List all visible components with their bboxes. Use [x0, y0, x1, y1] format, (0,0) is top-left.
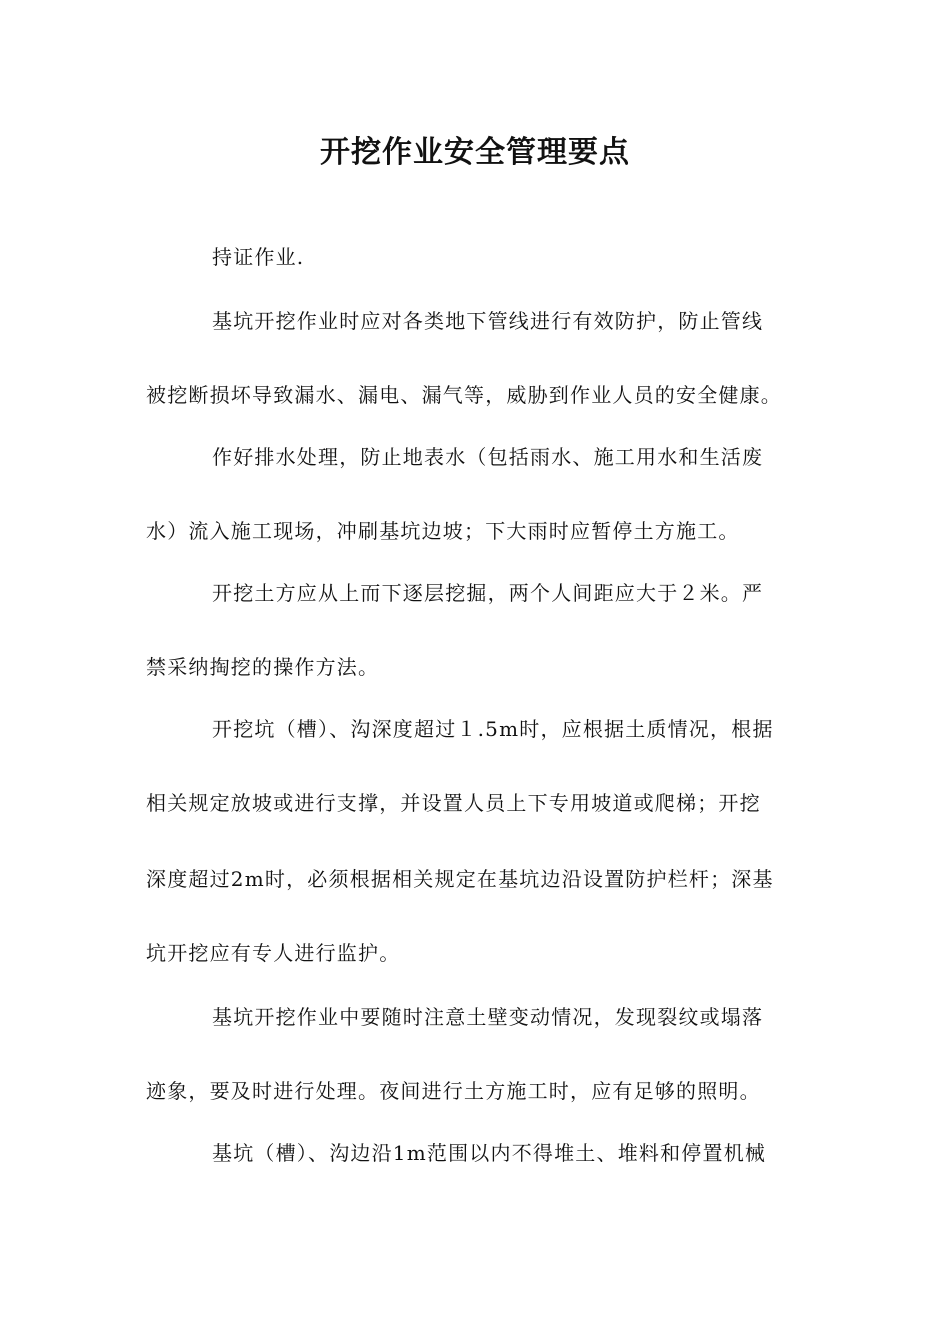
paragraph-line: 基坑开挖作业时应对各类地下管线进行有效防护，防止管线	[212, 309, 764, 333]
paragraph-line: 坑开挖应有专人进行监护。	[146, 941, 401, 965]
paragraph-line: 基坑（槽）、沟边沿1m范围以内不得堆土、堆料和停置机械	[212, 1141, 767, 1165]
paragraph-line: 水）流入施工现场，冲刷基坑边坡；下大雨时应暂停土方施工。	[146, 519, 740, 543]
paragraph-line: 持证作业.	[212, 245, 305, 269]
paragraph-line: 作好排水处理，防止地表水（包括雨水、施工用水和生活废	[212, 445, 764, 469]
paragraph-line: 相关规定放坡或进行支撑，并设置人员上下专用坡道或爬梯；开挖	[146, 791, 761, 815]
paragraph-line: 迹象，要及时进行处理。夜间进行土方施工时，应有足够的照明。	[146, 1079, 761, 1103]
paragraph-line: 深度超过2m时，必须根据相关规定在基坑边沿设置防护栏杆；深基	[146, 867, 774, 891]
document-title: 开挖作业安全管理要点	[320, 135, 630, 170]
paragraph-line: 基坑开挖作业中要随时注意土壁变动情况，发现裂纹或塌落	[212, 1005, 764, 1029]
paragraph-line: 开挖坑（槽）、沟深度超过１.5m时，应根据土质情况，根据	[212, 717, 774, 741]
paragraph-line: 被挖断损坏导致漏水、漏电、漏气等，威胁到作业人员的安全健康。	[146, 383, 782, 407]
paragraph-line: 开挖土方应从上而下逐层挖掘，两个人间距应大于２米。严	[212, 581, 764, 605]
paragraph-line: 禁采纳掏挖的操作方法。	[146, 655, 380, 679]
